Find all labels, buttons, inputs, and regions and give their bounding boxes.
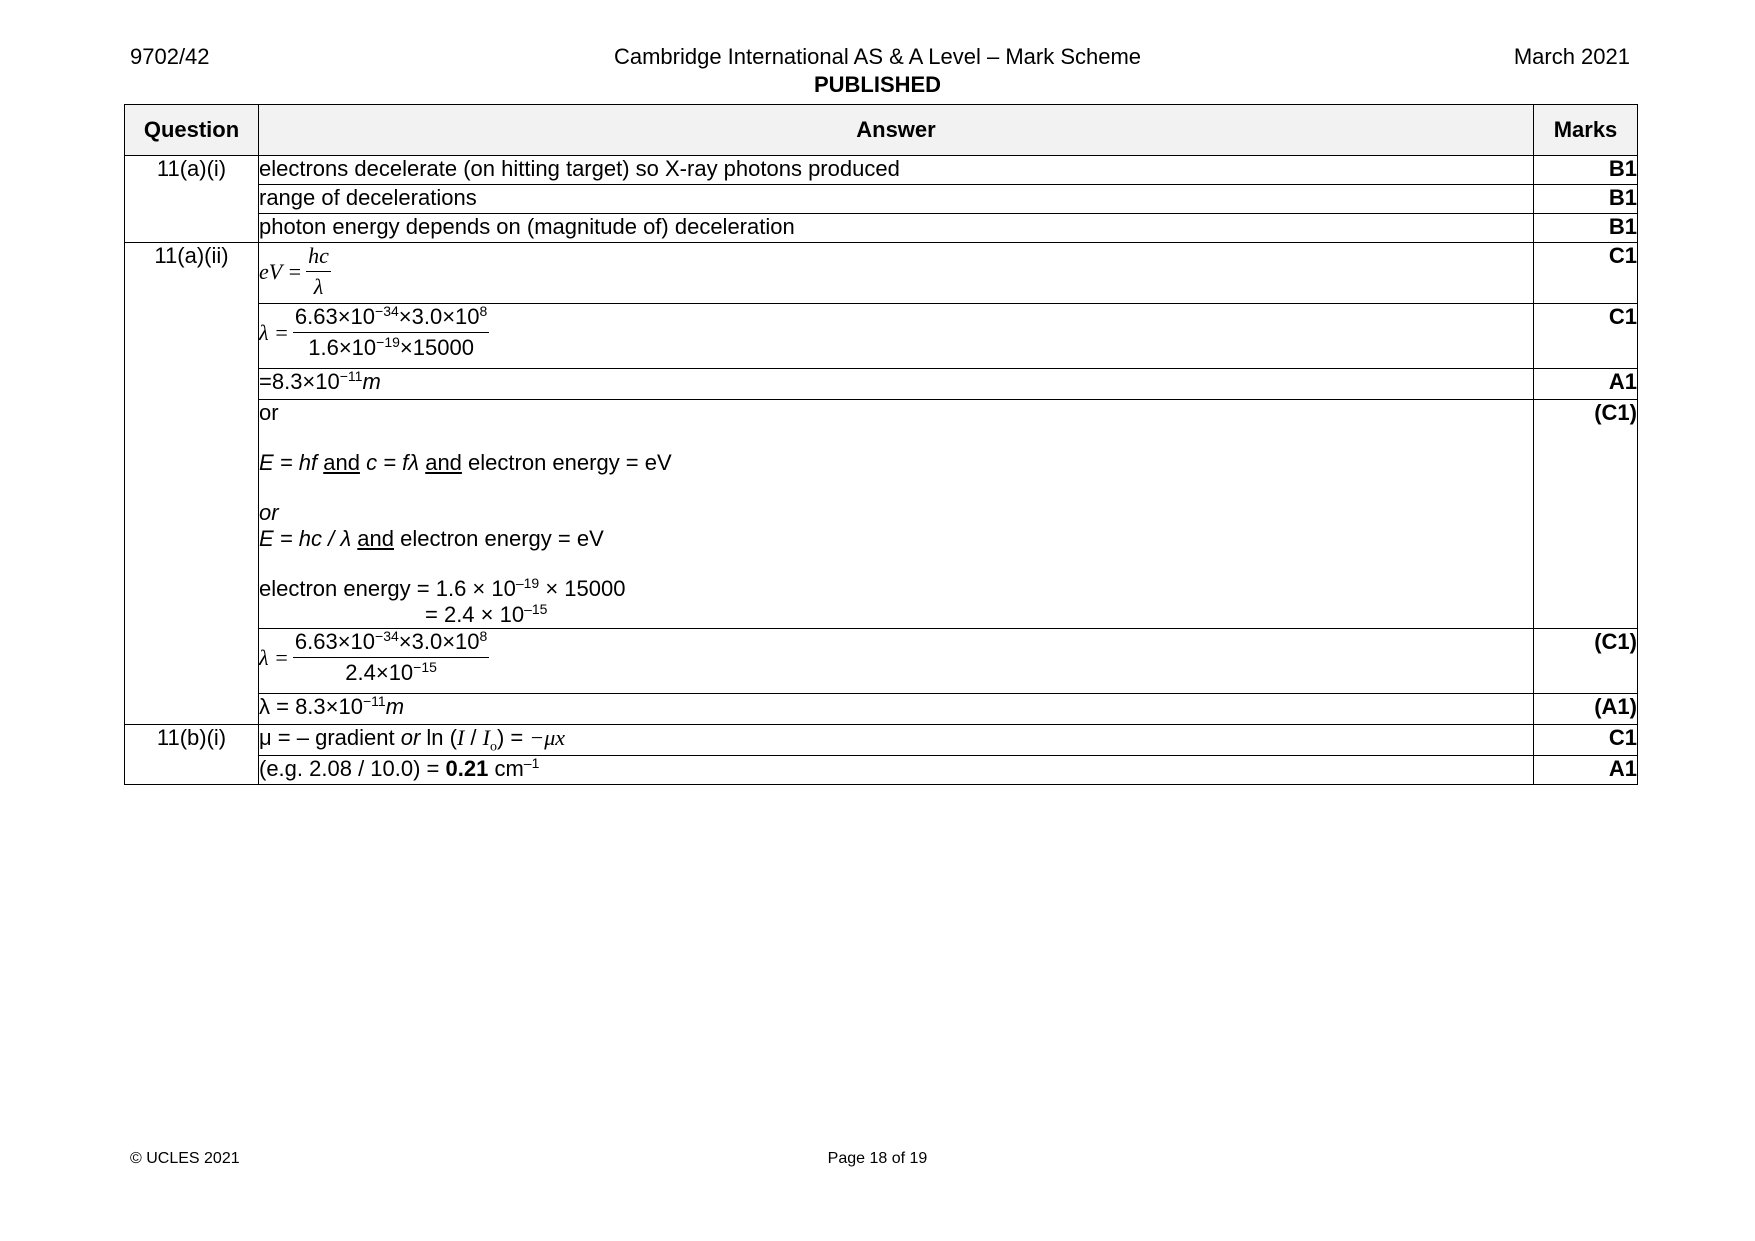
mark-cell: A1	[1534, 756, 1638, 785]
answer-cell	[259, 694, 1534, 725]
mark-cell: (C1)	[1534, 629, 1638, 694]
formula: E = hc / λ	[259, 526, 352, 551]
unit: m	[362, 369, 381, 394]
mark-cell: B1	[1534, 156, 1638, 185]
answer-line	[259, 526, 1533, 552]
exponent: –1	[523, 755, 540, 771]
exponent: −34	[375, 303, 399, 319]
answer-line	[259, 602, 1533, 628]
result-value: =8.3×10	[259, 369, 340, 394]
answer-cell	[259, 243, 1534, 304]
column-header-marks: Marks	[1534, 105, 1638, 156]
formula: c = fλ	[366, 450, 420, 475]
equation-lhs: λ =	[259, 644, 289, 670]
numerator-part: ×3.0×10	[398, 304, 480, 329]
or-label: or	[259, 400, 279, 425]
numerator-part: ×3.0×10	[398, 629, 480, 654]
equation-lhs: λ =	[259, 319, 289, 345]
answer-cell	[259, 304, 1534, 369]
paper-code: 9702/42	[130, 44, 210, 69]
answer-line	[259, 450, 1533, 476]
published-label: PUBLISHED	[813, 72, 942, 97]
unit: m	[385, 694, 405, 719]
table-row	[125, 756, 1638, 785]
table-header-row	[125, 105, 1638, 156]
fraction	[306, 243, 331, 300]
denominator: λ	[306, 271, 331, 300]
denominator	[293, 657, 489, 686]
numerator-part: 6.63×10	[294, 629, 376, 654]
exponent: −19	[376, 334, 400, 350]
table-row	[125, 156, 1638, 185]
exponent: –15	[524, 601, 548, 617]
mark-cell: C1	[1534, 725, 1638, 756]
answer-cell: range of decelerations	[259, 185, 1534, 214]
exponent: 8	[479, 628, 488, 644]
answer-text: /	[464, 725, 483, 750]
page-number: Page 18 of 19	[827, 1150, 928, 1167]
numerator	[293, 629, 489, 657]
equation	[259, 304, 489, 361]
fraction	[293, 304, 489, 361]
table-row	[125, 400, 1638, 629]
mark-cell: (A1)	[1534, 694, 1638, 725]
answer-cell	[259, 400, 1534, 629]
denominator	[293, 332, 489, 361]
question-number: 11(b)(i)	[125, 725, 259, 785]
equation-lhs: eV =	[259, 258, 303, 284]
answer-text: electron energy = eV	[468, 450, 672, 475]
document-title: Cambridge International AS & A Level – Mark Scheme	[613, 44, 1142, 69]
table-row	[125, 214, 1638, 243]
mark-cell: (C1)	[1534, 400, 1638, 629]
unit: cm	[488, 756, 524, 781]
exponent: –19	[515, 575, 540, 591]
exponent: −15	[413, 659, 437, 675]
denominator-part: 1.6×10	[308, 335, 377, 360]
answer-cell	[259, 629, 1534, 694]
mark-cell: B1	[1534, 185, 1638, 214]
result-value: λ = 8.3×10	[259, 694, 363, 719]
fraction	[293, 629, 489, 686]
mark-scheme-table	[124, 104, 1638, 785]
and-keyword: and	[425, 450, 462, 475]
table-row	[125, 725, 1638, 756]
exam-date: March 2021	[1513, 44, 1630, 69]
answer-line	[259, 576, 1533, 602]
numerator-part: 6.63×10	[294, 304, 376, 329]
mark-cell: A1	[1534, 369, 1638, 400]
table-row	[125, 304, 1638, 369]
answer-text: electron energy = eV	[400, 526, 604, 551]
numerator	[293, 304, 489, 332]
formula: −μx	[529, 725, 566, 750]
answer-text: ln (	[420, 725, 457, 750]
denominator-part: 2.4×10	[345, 660, 414, 685]
formula: E = hf	[259, 450, 318, 475]
answer-text: = 2.4 × 10	[425, 602, 525, 627]
answer-text: (e.g. 2.08 / 10.0) =	[259, 756, 446, 781]
answer-text: × 15000	[539, 576, 626, 601]
answer-text: ) =	[496, 725, 530, 750]
table-row	[125, 369, 1638, 400]
answer-cell: electrons decelerate (on hitting target) so X-ray photons produced	[259, 156, 1534, 185]
column-header-answer: Answer	[259, 105, 1534, 156]
answer-text: electron energy = 1.6 × 10	[259, 576, 516, 601]
equation	[259, 629, 489, 686]
column-header-question: Question	[125, 105, 259, 156]
answer-cell	[259, 756, 1534, 785]
or-label: or	[400, 725, 421, 750]
table-row	[125, 694, 1638, 725]
subscript: o	[489, 739, 497, 755]
exponent: −11	[339, 368, 363, 384]
numerator: hc	[308, 243, 329, 268]
answer-cell: photon energy depends on (magnitude of) deceleration	[259, 214, 1534, 243]
question-number: 11(a)(i)	[125, 156, 259, 243]
denominator-part: ×15000	[399, 335, 474, 360]
table-row	[125, 243, 1638, 304]
answer-cell	[259, 369, 1534, 400]
exponent: −11	[362, 693, 386, 709]
and-keyword: and	[323, 450, 360, 475]
question-number: 11(a)(ii)	[125, 243, 259, 725]
mark-cell: C1	[1534, 243, 1638, 304]
table-row	[125, 185, 1638, 214]
and-keyword: and	[357, 526, 394, 551]
symbol: I	[456, 725, 465, 750]
mark-cell: C1	[1534, 304, 1638, 369]
exponent: 8	[479, 303, 488, 319]
symbol: I	[482, 725, 490, 750]
exponent: −34	[375, 628, 399, 644]
mark-cell: B1	[1534, 214, 1638, 243]
answer-text: μ = – gradient	[259, 725, 401, 750]
answer-value: 0.21	[445, 756, 489, 781]
equation	[259, 243, 331, 300]
copyright: © UCLES 2021	[130, 1150, 240, 1167]
or-label: or	[259, 500, 279, 525]
table-row	[125, 629, 1638, 694]
answer-cell	[259, 725, 1534, 756]
